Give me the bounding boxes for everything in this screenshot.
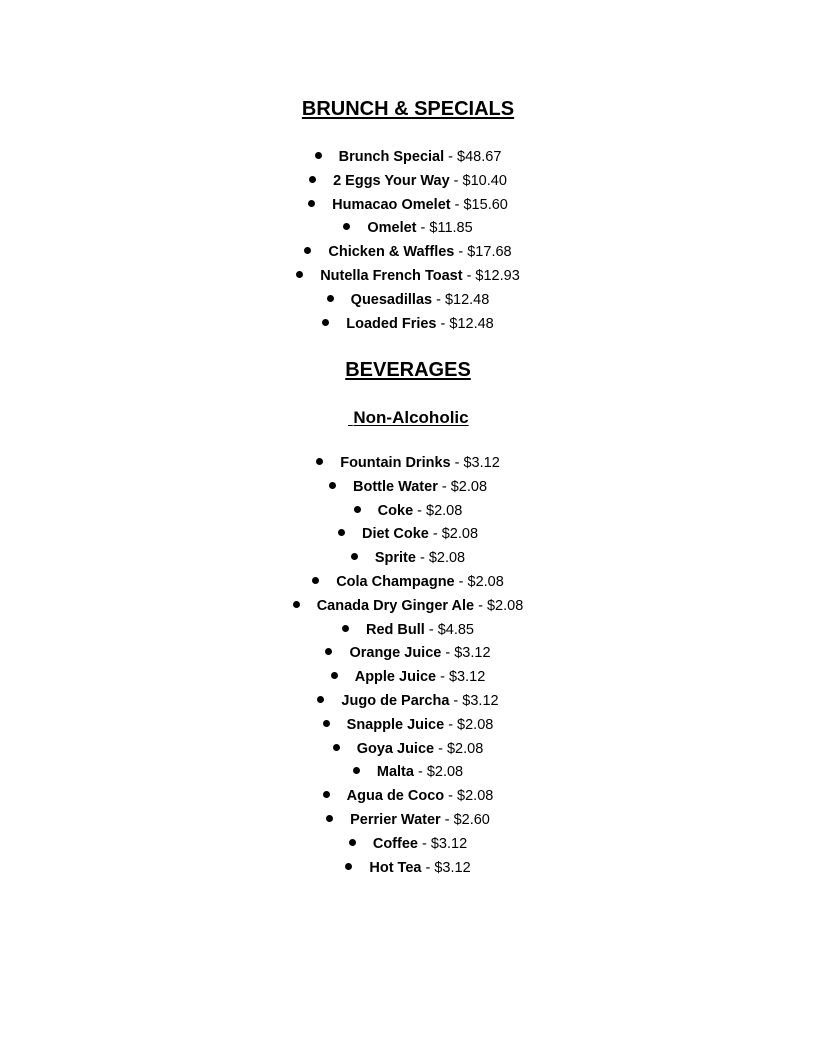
menu-item bbox=[0, 500, 816, 524]
menu-item bbox=[0, 170, 816, 194]
menu-item bbox=[0, 313, 816, 337]
bullet-icon bbox=[345, 863, 352, 870]
item-price: - $12.48 bbox=[432, 291, 490, 308]
item-name: Nutella French Toast bbox=[320, 267, 463, 284]
bullet-icon bbox=[317, 696, 324, 703]
bullet-icon bbox=[296, 271, 303, 278]
bullet-icon bbox=[304, 247, 311, 254]
item-name: Brunch Special bbox=[338, 149, 445, 165]
bullet-icon bbox=[353, 767, 360, 774]
menu-item bbox=[0, 146, 816, 170]
bullet-icon bbox=[349, 839, 356, 846]
bullet-icon bbox=[354, 506, 361, 513]
menu-item bbox=[0, 547, 816, 571]
item-price: - $48.67 bbox=[444, 149, 502, 165]
menu-item bbox=[0, 642, 816, 666]
item-name: Diet Coke bbox=[361, 526, 429, 543]
bullet-icon bbox=[343, 223, 350, 230]
item-price: - $2.08 bbox=[415, 550, 466, 567]
menu-item bbox=[0, 265, 816, 289]
menu-item bbox=[0, 833, 816, 857]
menu-item bbox=[0, 619, 816, 643]
item-price: - $11.85 bbox=[416, 220, 473, 237]
bullet-icon bbox=[327, 295, 334, 302]
item-name: Red Bull bbox=[366, 621, 425, 638]
menu-item bbox=[0, 523, 816, 547]
non-alcoholic-subtitle bbox=[0, 406, 816, 430]
item-name: Snapple Juice bbox=[346, 716, 445, 733]
menu-item bbox=[0, 857, 816, 881]
item-price: - $2.08 bbox=[413, 764, 464, 781]
item-price: - $2.08 bbox=[474, 597, 524, 614]
menu-item bbox=[0, 738, 816, 762]
item-name: Canada Dry Ginger Ale bbox=[316, 597, 475, 614]
item-name: Cola Champagne bbox=[336, 573, 455, 590]
menu-item bbox=[0, 809, 816, 833]
menu-item bbox=[0, 761, 816, 785]
bullet-icon bbox=[312, 577, 319, 584]
menu-item bbox=[0, 289, 816, 313]
item-price: - $3.12 bbox=[450, 455, 500, 471]
item-name: Sprite bbox=[374, 550, 416, 567]
item-price: - $2.08 bbox=[444, 716, 494, 733]
item-name: Jugo de Parcha bbox=[341, 692, 450, 709]
menu-item bbox=[0, 714, 816, 738]
bullet-icon bbox=[325, 648, 332, 655]
item-name: 2 Eggs Your Way bbox=[333, 172, 450, 189]
item-name: Loaded Fries bbox=[346, 315, 437, 332]
item-price: - $2.08 bbox=[444, 788, 494, 805]
menu-item bbox=[0, 241, 816, 265]
item-price: - $2.08 bbox=[413, 502, 463, 519]
item-price: - $3.12 bbox=[441, 645, 491, 662]
menu-item bbox=[0, 595, 816, 619]
bullet-icon bbox=[351, 553, 358, 560]
bullet-icon bbox=[315, 152, 322, 159]
item-name: Coke bbox=[377, 502, 414, 519]
bullet-icon bbox=[308, 200, 315, 207]
menu-item bbox=[0, 785, 816, 809]
item-price: - $3.12 bbox=[421, 859, 471, 876]
bullet-icon bbox=[331, 672, 338, 679]
item-price: - $4.85 bbox=[424, 621, 474, 638]
item-name: Apple Juice bbox=[354, 669, 437, 686]
menu-item bbox=[0, 452, 816, 476]
beverages-section-title: BEVERAGES bbox=[345, 359, 471, 381]
menu-item bbox=[0, 476, 816, 500]
item-price: - $2.08 bbox=[428, 526, 479, 543]
brunch-menu-list bbox=[0, 146, 816, 336]
item-name: Humacao Omelet bbox=[332, 196, 451, 213]
item-price: - $15.60 bbox=[450, 196, 508, 213]
bullet-icon bbox=[316, 458, 323, 465]
bullet-icon bbox=[323, 720, 330, 727]
bullet-icon bbox=[338, 529, 345, 536]
item-name: Coffee bbox=[372, 835, 418, 852]
bullet-icon bbox=[309, 176, 316, 183]
brunch-section-title: BRUNCH & SPECIALS bbox=[301, 98, 515, 120]
item-price: - $12.48 bbox=[436, 315, 494, 332]
bullet-icon bbox=[326, 815, 333, 822]
bullet-icon bbox=[322, 319, 329, 326]
item-price: - $17.68 bbox=[454, 244, 512, 261]
item-price: - $2.08 bbox=[437, 478, 488, 495]
menu-item bbox=[0, 666, 816, 690]
menu-item bbox=[0, 571, 816, 595]
bullet-icon bbox=[342, 625, 349, 632]
item-price: - $3.12 bbox=[449, 692, 499, 709]
item-name: Quesadillas bbox=[350, 291, 433, 308]
bullet-icon bbox=[333, 744, 340, 751]
item-name: Fountain Drinks bbox=[340, 455, 451, 471]
non-alcoholic-label: Non-Alcoholic bbox=[353, 408, 469, 427]
item-name: Perrier Water bbox=[350, 811, 441, 828]
bullet-icon bbox=[323, 791, 330, 798]
item-name: Orange Juice bbox=[349, 645, 442, 662]
item-name: Malta bbox=[376, 764, 414, 781]
menu-item bbox=[0, 217, 816, 241]
menu-item bbox=[0, 690, 816, 714]
item-price: - $3.12 bbox=[436, 669, 486, 686]
item-name: Omelet bbox=[367, 220, 417, 237]
item-price: - $12.93 bbox=[462, 267, 520, 284]
menu-item bbox=[0, 194, 816, 218]
item-price: - $2.08 bbox=[454, 573, 504, 590]
item-price: - $2.60 bbox=[440, 811, 490, 828]
item-name: Chicken & Waffles bbox=[328, 244, 455, 261]
item-name: Bottle Water bbox=[352, 478, 438, 495]
item-name: Goya Juice bbox=[356, 740, 435, 757]
item-price: - $3.12 bbox=[417, 835, 468, 852]
beverages-menu-list bbox=[0, 452, 816, 880]
item-price: - $2.08 bbox=[434, 740, 484, 757]
item-name: Agua de Coco bbox=[346, 788, 445, 805]
item-price: - $10.40 bbox=[449, 172, 507, 189]
bullet-icon bbox=[329, 482, 336, 489]
item-name: Hot Tea bbox=[369, 859, 422, 876]
bullet-icon bbox=[293, 601, 300, 608]
